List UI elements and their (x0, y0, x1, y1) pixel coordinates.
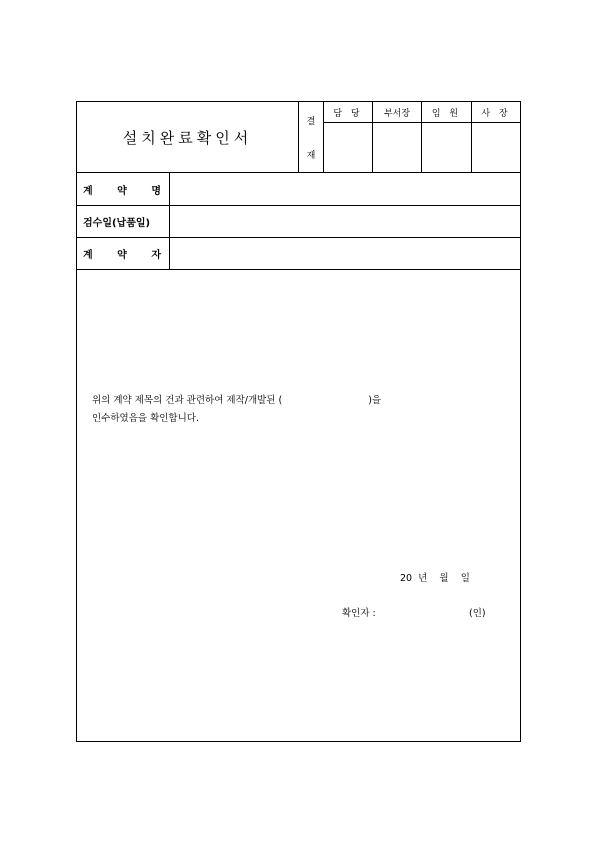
approval-sign-executive[interactable] (422, 123, 471, 172)
body-line-1: 위의 계약 제목의 건과 관련하여 제작/개발된 ( )을 (92, 395, 382, 406)
confirmer-name-field[interactable] (389, 602, 467, 620)
label-contractor: 계 약 자 (83, 250, 161, 261)
approval-sign-dept-head[interactable] (373, 123, 421, 172)
approval-col-president: 사 장 (481, 109, 511, 119)
label-inspection-date: 검수일(납품일) (83, 218, 151, 229)
inspection-date-field[interactable] (170, 206, 520, 237)
confirmer-label: 확인자 : (342, 608, 376, 619)
approval-sign-president[interactable] (472, 123, 520, 172)
approval-col-executive: 임 원 (431, 109, 462, 119)
document-title: 설 치 완 료 확 인 서 (122, 128, 253, 147)
approval-col-dept-head: 부서장 (383, 109, 411, 119)
date-line: 20 년 월 일 (400, 573, 470, 584)
confirmation-form (76, 101, 521, 742)
body-line-2: 인수하였음을 확인합니다. (92, 413, 199, 424)
approval-side-label-top: 결 (306, 117, 316, 127)
approval-side-label-bottom: 재 (306, 151, 316, 161)
approval-col-staff: 담 당 (333, 109, 363, 119)
approval-sign-staff[interactable] (324, 123, 372, 172)
seal-mark: (인) (469, 608, 486, 619)
contractor-field[interactable] (170, 238, 520, 269)
label-contract-name: 계 약 명 (83, 185, 161, 197)
contract-name-field[interactable] (170, 173, 520, 205)
